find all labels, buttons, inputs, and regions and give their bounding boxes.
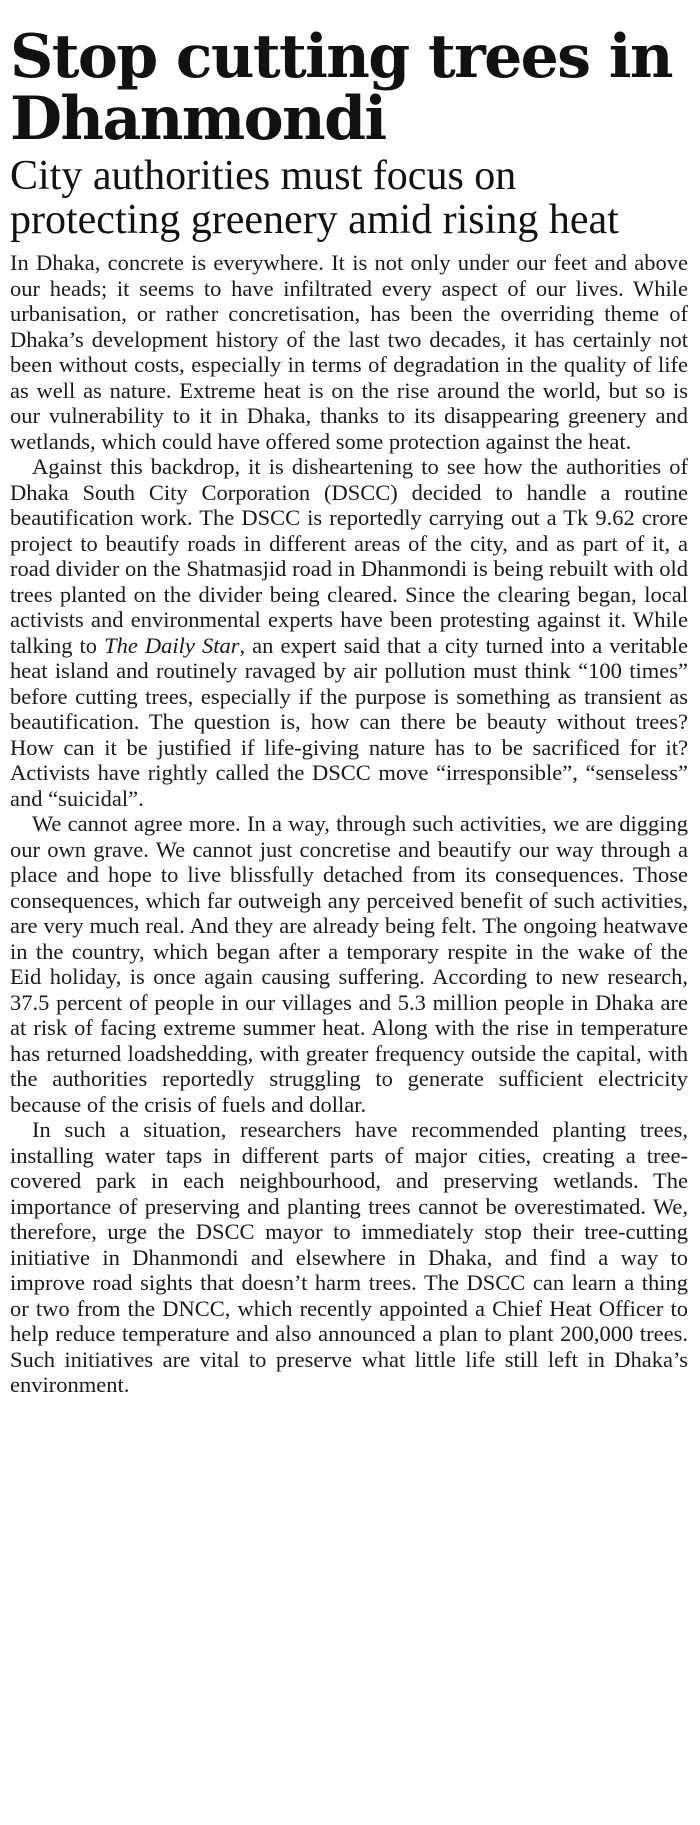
paragraph-2: [10, 454, 688, 811]
paragraph-2-text-end: , an expert said that a city turned into a veritable heat island and routinely ravaged by air pollution must think “100 times” before cutting trees, especially if the purpose is something as transient as beautification. The question is, how can there be beauty without trees? How can it be justified if life-giving nature has to be sacrificed for it? Activists have rightly called the DSCC move “irresponsible”, “senseless” and “suicidal”.: [10, 632, 688, 811]
paragraph-3: We cannot agree more. In a way, through such activities, we are digging our own grave. We cannot just concretise and beautify our way through a place and hope to live blissfully detached from its consequences. Those consequences, which far outweigh any perceived benefit of such activities, are very much real. And they are already being felt. The ongoing heatwave in the country, which began after a temporary respite in the wake of the Eid holiday, is once again causing suffering. According to new research, 37.5 percent of people in our villages and 5.3 million people in Dhaka are at risk of facing extreme summer heat. Along with the rise in temperature has returned loadshedding, with greater frequency outside the capital, with the authorities reportedly struggling to generate sufficient electricity because of the crisis of fuels and dollar.: [10, 811, 688, 1117]
headline: Stop cutting trees in Dhanmondi: [10, 22, 672, 154]
paragraph-2-text-start: Against this backdrop, it is disheartening to see how the authorities of Dhaka South City Corporation (DSCC) decided to handle a routine beautification work. The DSCC is reportedly carrying out a Tk 9.62 crore project to beautify roads in different areas of the city, and as part of it, a road divider on the Shatmasjid road in Dhanmondi is being rebuilt with old trees planted on the divider being cleared. Since the clearing began, local activists and environmental experts have been protesting against it. While talking to: [10, 454, 688, 658]
paragraph-1: In Dhaka, concrete is everywhere. It is not only under our feet and above our heads; it seems to have infiltrated every aspect of our lives. While urbanisation, or rather concretisation, has been the overriding theme of Dhaka’s development history of the last two decades, it has certainly not been without costs, especially in terms of degradation in the quality of life as well as nature. Extreme heat is on the rise around the world, but so is our vulnerability to it in Dhaka, thanks to its disappearing greenery and wetlands, which could have offered some protection against the heat.: [10, 250, 688, 454]
subheadline: City authorities must focus on protecting greenery amid rising heat: [10, 153, 619, 243]
publication-name: The Daily Star: [104, 632, 240, 658]
paragraph-4: In such a situation, researchers have recommended planting trees, installing water taps in different parts of major cities, creating a tree-covered park in each neighbourhood, and preserving wetlands. The importance of preserving and planting trees cannot be overestimated. We, therefore, urge the DSCC mayor to immediately stop their tree-cutting initiative in Dhanmondi and elsewhere in Dhaka, and find a way to improve road sights that doesn’t harm trees. The DSCC can learn a thing or two from the DNCC, which recently appointed a Chief Heat Officer to help reduce temperature and also announced a plan to plant 200,000 trees. Such initiatives are vital to preserve what little life still left in Dhaka’s environment.: [10, 1117, 688, 1397]
article-body: [10, 250, 688, 1398]
